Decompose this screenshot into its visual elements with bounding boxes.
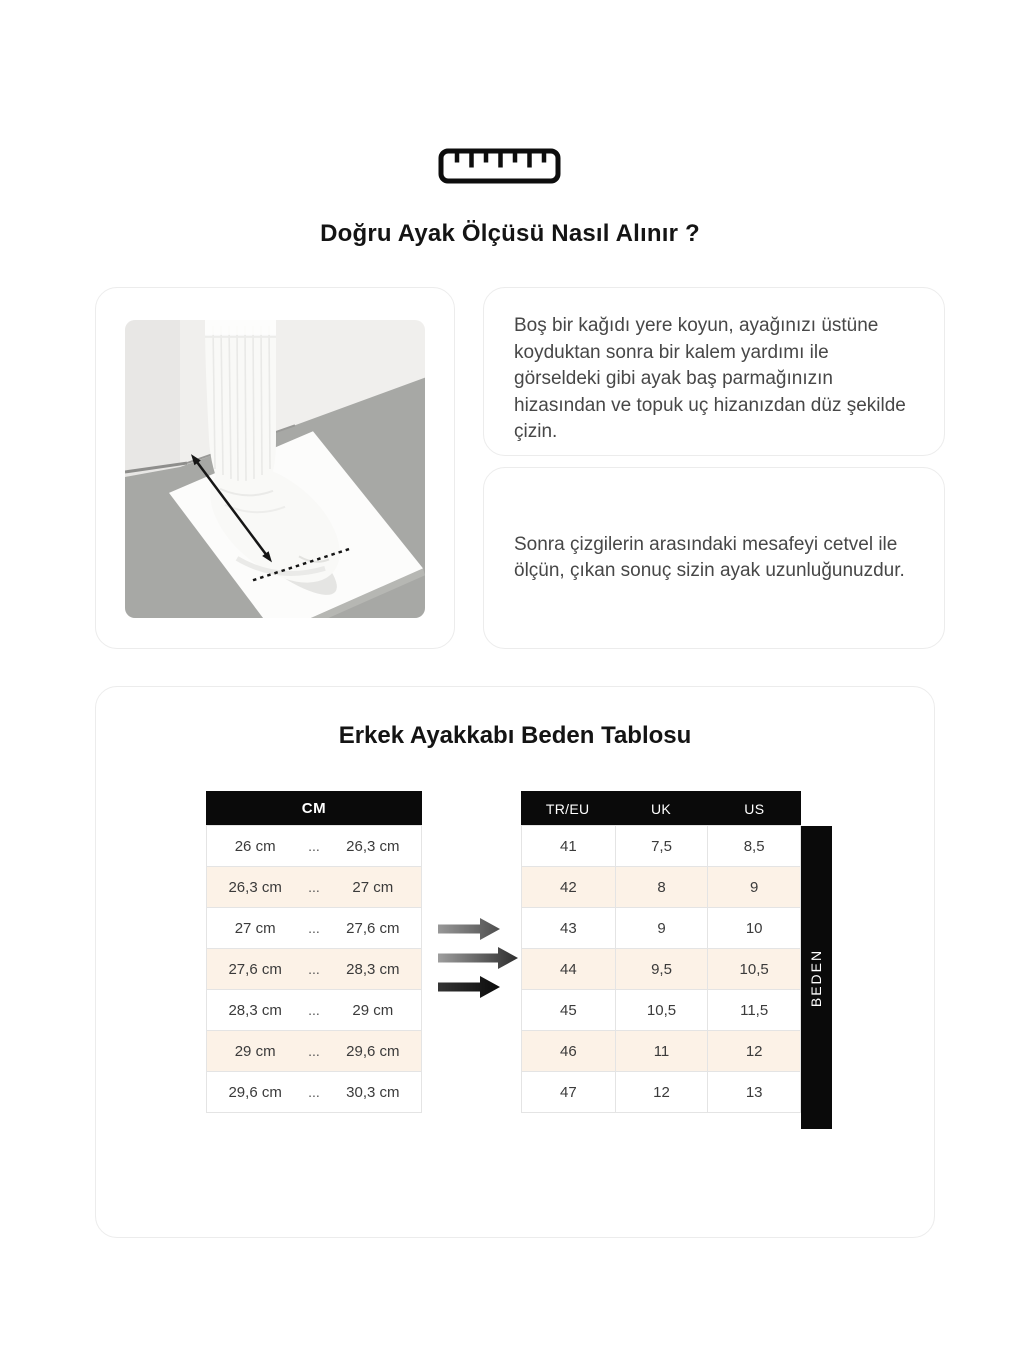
tr-eu-size: 46 bbox=[559, 1042, 577, 1060]
us-size: 10 bbox=[707, 908, 800, 948]
us-size: 13 bbox=[707, 1072, 800, 1112]
us-size: 11,5 bbox=[707, 990, 800, 1030]
cm-table-row bbox=[206, 948, 422, 990]
col-header-tr-eu: TR/EU bbox=[545, 800, 590, 817]
us-size: 12 bbox=[707, 1031, 800, 1071]
range-dots: ... bbox=[308, 920, 320, 936]
range-dots: ... bbox=[308, 1084, 320, 1100]
measurement-photo-card bbox=[95, 287, 455, 649]
us-size: 10,5 bbox=[707, 949, 800, 989]
uk-size: 10,5 bbox=[615, 990, 708, 1030]
tr-eu-size: 43 bbox=[559, 919, 577, 937]
beden-side-label bbox=[801, 826, 832, 1129]
size-table-row bbox=[521, 1030, 801, 1072]
cm-table-row bbox=[206, 907, 422, 949]
ruler-icon bbox=[437, 146, 562, 186]
size-table-card bbox=[95, 686, 935, 1238]
cm-table-row bbox=[206, 825, 422, 867]
cm-table bbox=[206, 791, 422, 1113]
cm-min: 28,3 cm bbox=[228, 1001, 282, 1019]
intl-size-table bbox=[521, 791, 801, 1113]
col-header-us: US bbox=[744, 800, 765, 817]
tr-eu-size: 45 bbox=[559, 1001, 577, 1019]
range-dots: ... bbox=[308, 961, 320, 977]
cm-max: 28,3 cm bbox=[346, 960, 400, 978]
size-table-row bbox=[521, 907, 801, 949]
page-title: Doğru Ayak Ölçüsü Nasıl Alınır ? bbox=[320, 220, 700, 247]
range-dots: ... bbox=[308, 879, 320, 895]
uk-size: 7,5 bbox=[615, 826, 708, 866]
cm-min: 26,3 cm bbox=[228, 878, 282, 896]
uk-size: 11 bbox=[615, 1031, 708, 1071]
range-dots: ... bbox=[308, 1043, 320, 1059]
tr-eu-size: 47 bbox=[559, 1083, 577, 1101]
cm-min: 26 cm bbox=[234, 837, 276, 855]
intl-table-header bbox=[521, 791, 801, 826]
uk-size: 12 bbox=[615, 1072, 708, 1112]
tr-eu-size: 42 bbox=[559, 878, 577, 896]
uk-size: 9 bbox=[615, 908, 708, 948]
us-size: 9 bbox=[707, 867, 800, 907]
step1-text: Boş bir kağıdı yere koyun, ayağınızı üstüne koyduktan sonra bir kalem yardımı ile görseldeki gibi ayak baş parmağınızın hizasından ve topuk uç hizanızdan düz şekilde çizin. bbox=[514, 315, 906, 442]
step2-card bbox=[483, 467, 945, 649]
cm-min: 29 cm bbox=[234, 1042, 276, 1060]
range-dots: ... bbox=[308, 1002, 320, 1018]
size-table-title: Erkek Ayakkabı Beden Tablosu bbox=[338, 722, 692, 749]
cm-max: 30,3 cm bbox=[346, 1083, 400, 1101]
cm-min: 27 cm bbox=[234, 919, 276, 937]
cm-min: 27,6 cm bbox=[228, 960, 282, 978]
cm-table-row bbox=[206, 866, 422, 908]
cm-max: 29,6 cm bbox=[346, 1042, 400, 1060]
cm-max: 27,6 cm bbox=[346, 919, 400, 937]
size-table-row bbox=[521, 825, 801, 867]
foot-measurement-photo bbox=[125, 320, 425, 618]
cm-max: 27 cm bbox=[352, 878, 394, 896]
step2-text: Sonra çizgilerin arasındaki mesafeyi cetvel ile ölçün, çıkan sonuç sizin ayak uzunluğunuzdur. bbox=[514, 533, 905, 581]
size-table-row bbox=[521, 989, 801, 1031]
cm-max: 26,3 cm bbox=[346, 837, 400, 855]
range-dots: ... bbox=[308, 838, 320, 854]
uk-size: 9,5 bbox=[615, 949, 708, 989]
cm-min: 29,6 cm bbox=[228, 1083, 282, 1101]
cm-max: 29 cm bbox=[352, 1001, 394, 1019]
uk-size: 8 bbox=[615, 867, 708, 907]
tr-eu-size: 41 bbox=[559, 837, 577, 855]
cm-table-row bbox=[206, 1071, 422, 1113]
col-header-uk: UK bbox=[650, 800, 672, 817]
size-table-row bbox=[521, 866, 801, 908]
size-table-row bbox=[521, 1071, 801, 1113]
size-table-row bbox=[521, 948, 801, 990]
conversion-arrows-icon bbox=[438, 915, 520, 1001]
tr-eu-size: 44 bbox=[559, 960, 577, 978]
cm-table-row bbox=[206, 1030, 422, 1072]
cm-table-row bbox=[206, 989, 422, 1031]
step1-card bbox=[483, 287, 945, 456]
beden-label-text: BEDEN bbox=[808, 948, 825, 1007]
cm-table-header: CM bbox=[206, 791, 422, 826]
us-size: 8,5 bbox=[707, 826, 800, 866]
